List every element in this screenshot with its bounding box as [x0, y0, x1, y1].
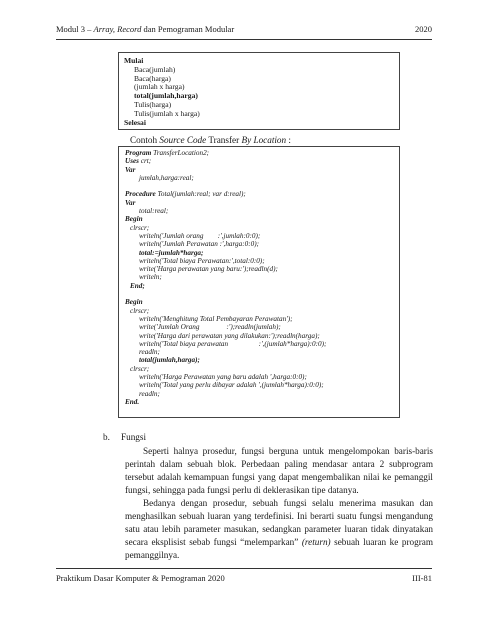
footer-rule [56, 568, 432, 569]
code-line [125, 381, 399, 389]
paragraph-1: Seperti halnya prosedur, fungsi berguna untuk mengelompokan baris-baris perintah dalam sebuah blok. Perbedaan paling mendasar antara 2 subprogram tersebut adalah kemampuan fungsi yang dapat mengembalikan nilai ke pemanggil fungsi, sehingga pada fungsi perlu di deklerasikan tipe datanya. [125, 446, 433, 495]
algorithm-line: total(jumlah,harga) [134, 91, 198, 101]
code-text: writeln('Jumlah Perawatan :',harga:0:0); [139, 240, 259, 249]
code-keyword: End. [125, 397, 140, 406]
footer-course: Praktikum Dasar Komputer & Pemograman 2020 [56, 573, 225, 583]
code-line [125, 149, 399, 157]
code-text: writeln('Total yang perlu dibayar adalah ',(jumlah*harga):0:0); [139, 381, 324, 390]
code-text: write('Jumlah Orang :');readln(jumlah); [139, 323, 281, 332]
code-text: crt; [138, 157, 152, 166]
algorithm-line: Tulis(harga) [134, 99, 172, 109]
code-blank-line [125, 290, 399, 298]
section-heading [103, 431, 433, 444]
code-line [125, 340, 399, 348]
code-line [125, 373, 399, 381]
header-year: 2020 [415, 24, 432, 34]
algorithm-line: Baca(harga) [134, 73, 171, 83]
algorithm-line: Mulai [124, 56, 144, 65]
code-line [125, 190, 399, 198]
code-text: writeln('Total biaya Perawatan:',total:0:0); [139, 256, 265, 265]
header-prefix: Modul 3 – [56, 24, 94, 34]
code-text: TransferLocation2; [151, 149, 210, 157]
code-text: clrscr; [130, 306, 150, 315]
code-text: readln; [139, 389, 160, 398]
code-text: clrscr; [130, 364, 150, 373]
code-line [125, 356, 399, 364]
code-line [125, 348, 399, 356]
caption-italic-source-code: Source Code [159, 135, 207, 145]
caption-post: : [286, 135, 291, 145]
code-text: readln; [139, 348, 160, 357]
code-keyword: End; [130, 281, 145, 290]
paragraph-2 [103, 497, 433, 562]
code-keyword: Var [125, 165, 136, 174]
code-text: jumlah,harga:real; [139, 173, 194, 182]
code-line [125, 257, 399, 265]
code-line [125, 265, 399, 273]
code-line [125, 224, 399, 232]
code-text: Total(jumlah:real; var d:real); [155, 190, 246, 199]
caption-pre: Contoh [130, 135, 160, 145]
code-line [125, 307, 399, 315]
code-keyword: Begin [125, 298, 143, 307]
code-line [125, 273, 399, 281]
code-text: write('Harga perawatan yang baru:');readln(d); [139, 265, 278, 274]
code-keyword: Begin [125, 215, 143, 224]
paragraph-2-start: Bedanya dengan prosedur, sebuah fungsi selalu menerima masukan dan menghasilkan sebuah luaran yang terdefinisi. Ini berarti suatu fungsi mengandung satu atau lebih parameter masukan, sedangkan parameter luaran tidak dinyatakan secara eksplisist sebab fungsi “melemparkan” [125, 498, 433, 547]
code-text: writeln; [139, 273, 162, 282]
code-line [125, 166, 399, 174]
code-text: total:=jumlah*harga; [139, 248, 204, 257]
page-header [56, 24, 432, 38]
code-line [125, 365, 399, 373]
caption-italic-by-location: By Location [241, 135, 287, 145]
code-text: writeln('Jumlah orang :',jumlah:0:0); [139, 231, 261, 240]
code-text: writeln('Total biaya perawatan :',(jumlah*harga):0:0); [139, 339, 327, 348]
code-line [125, 199, 399, 207]
code-keyword: Procedure [125, 190, 156, 199]
header-title [56, 24, 234, 34]
code-text: total(jumlah,harga); [139, 356, 200, 365]
code-text: clrscr; [130, 223, 150, 232]
code-line [125, 390, 399, 398]
code-line [125, 249, 399, 257]
header-suffix: dan Pemograman Modular [141, 24, 235, 34]
code-caption [130, 135, 291, 145]
code-blank-line [125, 182, 399, 190]
code-keyword: Var [125, 198, 136, 207]
section-fungsi [103, 431, 433, 562]
code-line [125, 332, 399, 340]
algorithm-line: (jumlah x harga) [134, 82, 185, 92]
code-line [125, 232, 399, 240]
algorithm-box [118, 52, 400, 130]
code-line [125, 398, 399, 406]
algorithm-line: Selesai [124, 117, 146, 127]
code-line [125, 315, 399, 323]
code-line [125, 174, 399, 182]
paragraph-2-italic: (return) [301, 537, 331, 547]
code-line [125, 298, 399, 306]
source-code-box [118, 146, 400, 418]
paragraph-2-end: sebuah luaran ke program pemanggilnya. [125, 537, 433, 560]
section-label: b. [103, 432, 110, 442]
footer-page-number: III-81 [412, 573, 432, 583]
header-italic: Array, Record [93, 24, 142, 34]
code-text: writeln('Menghitung Total Pembayaran Perawatan'); [139, 314, 293, 323]
section-title: Fungsi [121, 432, 147, 442]
code-line [125, 240, 399, 248]
header-rule [56, 39, 432, 40]
code-text: total:real; [139, 207, 169, 216]
caption-mid: Transfer [206, 135, 242, 145]
code-line [125, 157, 399, 165]
code-text: writeln('Harga Perawatan yang baru adalah ',harga:0:0); [139, 373, 307, 382]
algorithm-line: Tulis(jumlah x harga) [134, 108, 200, 118]
code-keyword: Program [125, 149, 152, 157]
code-line [125, 323, 399, 331]
code-line [125, 215, 399, 223]
algorithm-line: Baca(jumlah) [134, 64, 176, 74]
code-line [125, 282, 399, 290]
code-keyword: Uses [125, 157, 139, 166]
code-text: write('Harga dari perawatan yang dilakukan:');readln(harga); [139, 331, 320, 340]
code-line [125, 207, 399, 215]
